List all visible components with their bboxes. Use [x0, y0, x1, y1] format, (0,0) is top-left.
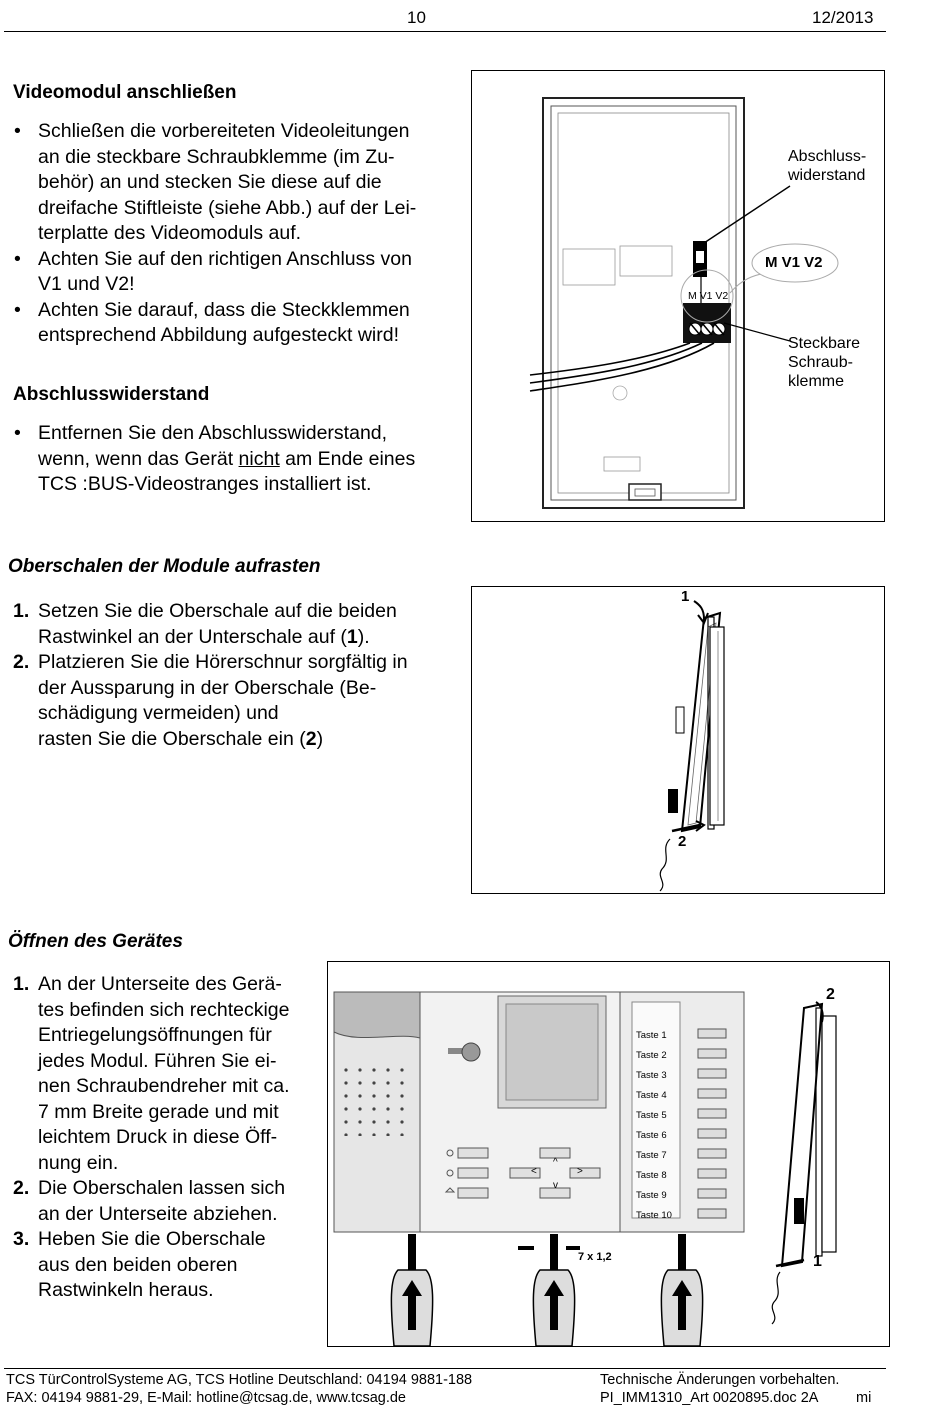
figure-oeffnen-front	[327, 961, 890, 1347]
nav-right-label: >	[577, 1166, 583, 1177]
section-title-videomodul: Videomodul anschließen	[13, 82, 237, 103]
section-title-oberschalen-aufrasten: Oberschalen der Module aufrasten	[8, 556, 321, 577]
taste-label: Taste 5	[636, 1110, 667, 1121]
videomodul-bullets	[13, 119, 468, 349]
nav-left-label: <	[531, 1166, 537, 1177]
footer-rule	[4, 1368, 886, 1369]
page-number: 10	[407, 8, 426, 27]
taste-label: Taste 8	[636, 1170, 667, 1181]
section-title-abschlusswiderstand: Abschlusswiderstand	[13, 384, 210, 405]
bullet-item: • Schließen die vorbereiteten Videoleitungen an die steckbare Schraubklemme (im Zu- behör) an und stecken Sie diese auf die dreifache Stiftleiste (siehe Abb.) auf der Lei- terplatte des Videomoduls auf.	[13, 119, 468, 247]
nav-down-label: v	[553, 1180, 558, 1191]
bullet-item: • Achten Sie darauf, dass die Steckklemmen entsprechend Abbildung aufgesteckt wird!	[13, 298, 468, 349]
figure-step-label-1: 1	[681, 588, 690, 605]
front-view-drawing	[328, 962, 889, 1346]
taste-label: Taste 6	[636, 1130, 667, 1141]
taste-label: Taste 1	[636, 1030, 667, 1041]
label-steckbare-schraubklemme: Steckbare Schraub- klemme	[788, 335, 861, 390]
label-m-v1-v2-callout: M V1 V2	[765, 254, 823, 271]
screw-size-label: 7 x 1,2	[578, 1251, 612, 1263]
bullet-item: • Achten Sie auf den richtigen Anschluss von V1 und V2!	[13, 247, 468, 298]
taste-label: Taste 2	[636, 1050, 667, 1061]
step-item: 3. Heben Sie die Oberschale aus den beiden oberen Rastwinkeln heraus.	[13, 1228, 266, 1301]
side-step-label-1: 1	[813, 1253, 822, 1270]
header-date: 12/2013	[812, 8, 874, 27]
taste-label: Taste 10	[636, 1210, 672, 1221]
label-m-v1-v2-small: M V1 V2	[688, 290, 729, 302]
footer-company: TCS TürControlSysteme AG, TCS Hotline Deutschland: 04194 9881-188 FAX: 04194 9881-29, E-Mail: hotline@tcsag.de, www.tcsag.de	[6, 1372, 473, 1406]
aufrasten-steps	[13, 599, 468, 752]
taste-label-list	[636, 1026, 672, 1226]
figure-oberschale-side	[471, 586, 885, 894]
figure-step-label-2: 2	[678, 833, 687, 850]
step-item: 2. Die Oberschalen lassen sich an der Unterseite abziehen.	[13, 1177, 286, 1225]
label-abschlusswiderstand: Abschluss- widerstand	[788, 148, 867, 184]
taste-label: Taste 7	[636, 1150, 667, 1161]
board-drawing	[472, 71, 884, 521]
taste-label: Taste 3	[636, 1070, 667, 1081]
header-rule	[4, 31, 886, 32]
side-step-label-2: 2	[826, 986, 835, 1003]
nav-up-label: ^	[553, 1157, 558, 1168]
bullet-item: • Entfernen Sie den Abschlusswiderstand, wenn, wenn das Gerät nicht am Ende eines TCS :BUS-Videostranges installiert ist.	[13, 421, 468, 498]
step-item: 1. Setzen Sie die Oberschale auf die beiden Rastwinkel an der Unterschale auf (1).	[13, 600, 397, 648]
taste-label: Taste 9	[636, 1190, 667, 1201]
step-item: 2. Platzieren Sie die Hörerschnur sorgfältig in der Aussparung in der Oberschale (Be- schädigung vermeiden) und rasten Sie die Oberschale ein (2)	[13, 651, 408, 750]
abschluss-bullets	[13, 421, 468, 498]
section-title-oeffnen: Öffnen des Gerätes	[8, 931, 183, 952]
oeffnen-steps	[13, 972, 328, 1304]
footer-document: Technische Änderungen vorbehalten. PI_IMM1310_Art 0020895.doc 2A mi	[600, 1372, 872, 1406]
step-item: 1. An der Unterseite des Gerä- tes befinden sich rechteckige Entriegelungsöffnungen für jedes Modul. Führen Sie ei- nen Schraubendreher mit ca. 7 mm Breite gerade und mit leichtem Druck in diese Öff- nung ein.	[13, 973, 290, 1174]
figure-videomodul-board	[471, 70, 885, 522]
taste-label: Taste 4	[636, 1090, 667, 1101]
footer-initials: mi	[856, 1390, 872, 1406]
